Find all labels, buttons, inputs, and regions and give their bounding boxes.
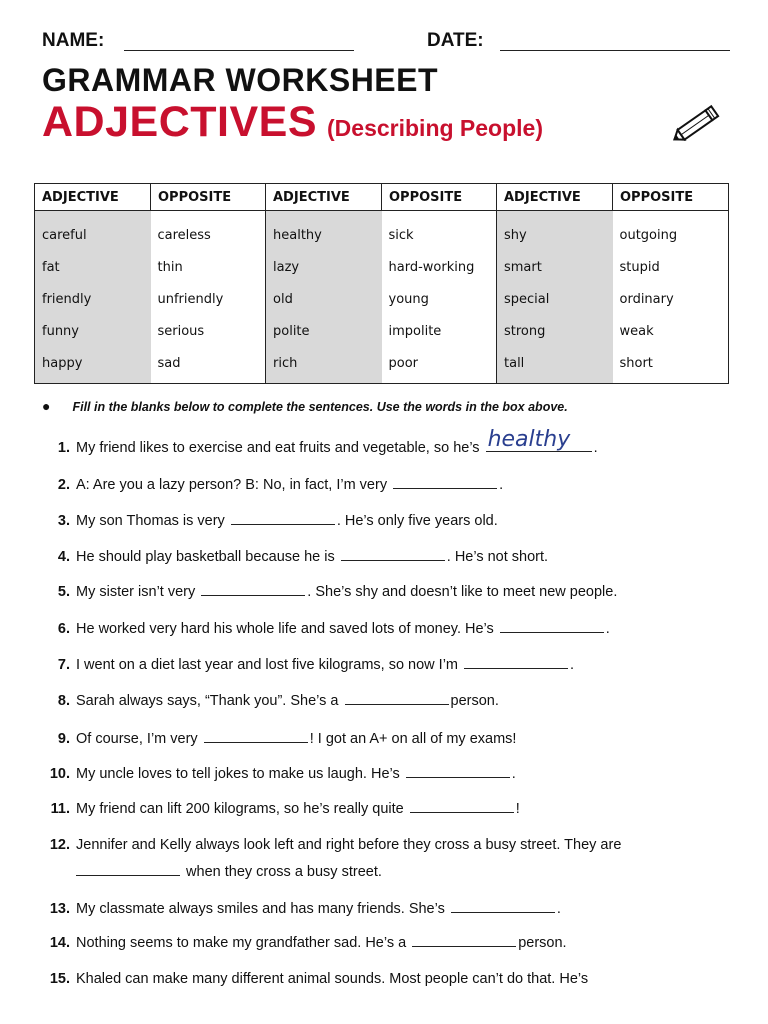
table-row — [35, 347, 729, 384]
question-number: 2. — [57, 477, 70, 493]
question-text-after: when they cross a busy street. — [186, 864, 382, 880]
question-number: 14. — [49, 935, 70, 951]
question-text: A: Are you a lazy person? B: No, in fact, I’m very — [76, 477, 388, 493]
answer-blank[interactable] — [406, 777, 510, 778]
instruction-text: Fill in the blanks below to complete the sentences. Use the words in the box above. — [72, 400, 568, 414]
question-text-after: ! I got an A+ on all of my exams! — [309, 731, 517, 747]
answer-blank[interactable] — [500, 632, 604, 633]
topic-heading: ADJECTIVES — [42, 98, 318, 146]
opposite-cell: serious — [151, 315, 266, 347]
table-row — [35, 211, 729, 252]
table-row — [35, 251, 729, 283]
opposite-cell: hard-working — [382, 251, 497, 283]
question-text-after: . — [556, 901, 561, 917]
question-12 — [38, 837, 621, 853]
adjective-cell: polite — [266, 315, 382, 347]
opposite-cell: unfriendly — [151, 283, 266, 315]
adjective-cell: careful — [35, 211, 151, 252]
question-number: 3. — [57, 513, 70, 529]
question-number: 9. — [57, 731, 70, 747]
answer-blank[interactable] — [451, 912, 555, 913]
date-label: DATE: — [427, 30, 484, 51]
opposite-cell: young — [382, 283, 497, 315]
adjective-cell: tall — [497, 347, 613, 384]
question-8 — [38, 693, 499, 709]
question-number: 1. — [57, 440, 70, 456]
question-number: 15. — [49, 971, 70, 987]
question-text-after: . — [593, 440, 598, 456]
question-text: My friend can lift 200 kilograms, so he’s really quite — [76, 801, 404, 817]
question-text: Khaled can make many different animal sounds. Most people can’t do that. He’s — [76, 971, 589, 987]
adjective-cell: friendly — [35, 283, 151, 315]
adjective-cell: shy — [497, 211, 613, 252]
answer-blank[interactable] — [410, 812, 514, 813]
question-10 — [38, 766, 516, 782]
question-number: 7. — [57, 657, 70, 673]
bullet-icon: ● — [42, 398, 51, 414]
question-6 — [38, 621, 610, 637]
answer-blank[interactable] — [464, 668, 568, 669]
table-header-row — [35, 184, 729, 211]
date-field[interactable] — [500, 50, 730, 51]
question-text: Jennifer and Kelly always look left and right before they cross a busy street. They are — [76, 837, 622, 853]
column-header: OPPOSITE — [613, 184, 729, 211]
adjective-cell: healthy — [266, 211, 382, 252]
column-header: ADJECTIVE — [35, 184, 151, 211]
opposite-cell: impolite — [382, 315, 497, 347]
question-text-after: . — [499, 477, 504, 493]
question-number: 10. — [49, 766, 70, 782]
worksheet-title: GRAMMAR WORKSHEET — [42, 62, 439, 98]
adjective-cell: funny — [35, 315, 151, 347]
question-text: My classmate always smiles and has many friends. She’s — [76, 901, 445, 917]
question-number: 11. — [50, 801, 70, 817]
opposite-cell: poor — [382, 347, 497, 384]
adjective-cell: happy — [35, 347, 151, 384]
question-9 — [38, 731, 516, 747]
column-header: ADJECTIVE — [266, 184, 382, 211]
opposite-cell: outgoing — [613, 211, 729, 252]
opposite-cell: thin — [151, 251, 266, 283]
question-number: 4. — [57, 549, 70, 565]
question-text: I went on a diet last year and lost five kilograms, so now I’m — [76, 657, 459, 673]
question-text: My son Thomas is very — [76, 513, 225, 529]
topic-subtitle: (Describing People) — [327, 115, 543, 141]
handwritten-answer: healthy — [487, 427, 571, 452]
answer-blank[interactable] — [486, 427, 592, 452]
question-12-continued — [76, 864, 382, 880]
name-label: NAME: — [42, 30, 105, 51]
adjective-cell: lazy — [266, 251, 382, 283]
question-7 — [38, 657, 574, 673]
question-1 — [38, 427, 598, 456]
column-header: OPPOSITE — [151, 184, 266, 211]
question-5 — [38, 584, 617, 600]
table-row — [35, 315, 729, 347]
question-text: He should play basketball because he is — [76, 549, 335, 565]
pencil-icon — [664, 100, 726, 150]
opposite-cell: ordinary — [613, 283, 729, 315]
name-field[interactable] — [124, 50, 354, 51]
question-14 — [38, 935, 567, 951]
answer-blank[interactable] — [76, 875, 180, 876]
adjective-cell: old — [266, 283, 382, 315]
opposite-cell: stupid — [613, 251, 729, 283]
question-3 — [38, 513, 498, 529]
question-text: Nothing seems to make my grandfather sad. He’s a — [76, 935, 407, 951]
question-text: He worked very hard his whole life and saved lots of money. He’s — [76, 621, 494, 637]
opposite-cell: careless — [151, 211, 266, 252]
question-text-after: . She’s shy and doesn’t like to meet new people. — [307, 584, 618, 600]
question-number: 13. — [49, 901, 70, 917]
question-text: My friend likes to exercise and eat fruits and vegetable, so he’s — [76, 440, 480, 456]
answer-blank[interactable] — [204, 742, 308, 743]
opposite-cell: sick — [382, 211, 497, 252]
question-text-after: person. — [518, 935, 567, 951]
answer-blank[interactable] — [201, 595, 305, 596]
topic-title — [42, 98, 543, 147]
question-number: 8. — [57, 693, 70, 709]
question-text-after: . — [570, 657, 575, 673]
question-number: 12. — [49, 837, 70, 853]
opposite-cell: sad — [151, 347, 266, 384]
question-text: My uncle loves to tell jokes to make us laugh. He’s — [76, 766, 400, 782]
question-text-after: . He’s only five years old. — [336, 513, 498, 529]
adjective-cell: smart — [497, 251, 613, 283]
table-row — [35, 283, 729, 315]
question-text-after: person. — [450, 693, 499, 709]
question-15 — [38, 971, 588, 987]
question-text-after: . — [605, 621, 610, 637]
adjective-cell: special — [497, 283, 613, 315]
question-text-after: . He’s not short. — [446, 549, 549, 565]
question-number: 6. — [57, 621, 70, 637]
question-text-after: ! — [515, 801, 520, 817]
answer-blank[interactable] — [412, 946, 516, 947]
adjective-cell: strong — [497, 315, 613, 347]
answer-blank[interactable] — [345, 704, 449, 705]
question-text: My sister isn’t very — [76, 584, 196, 600]
instruction — [42, 398, 568, 414]
question-2 — [38, 477, 503, 493]
question-13 — [38, 901, 561, 917]
word-box-table — [34, 183, 729, 384]
column-header: ADJECTIVE — [497, 184, 613, 211]
opposite-cell: short — [613, 347, 729, 384]
question-number: 5. — [57, 584, 70, 600]
question-11 — [38, 801, 520, 817]
adjective-cell: rich — [266, 347, 382, 384]
column-header: OPPOSITE — [382, 184, 497, 211]
question-text: Sarah always says, “Thank you”. She’s a — [76, 693, 339, 709]
answer-blank[interactable] — [341, 560, 445, 561]
opposite-cell: weak — [613, 315, 729, 347]
question-4 — [38, 549, 548, 565]
answer-blank[interactable] — [393, 488, 497, 489]
name-date-row — [42, 30, 732, 56]
adjective-cell: fat — [35, 251, 151, 283]
question-text-after: . — [511, 766, 516, 782]
question-text: Of course, I’m very — [76, 731, 198, 747]
answer-blank[interactable] — [231, 524, 335, 525]
